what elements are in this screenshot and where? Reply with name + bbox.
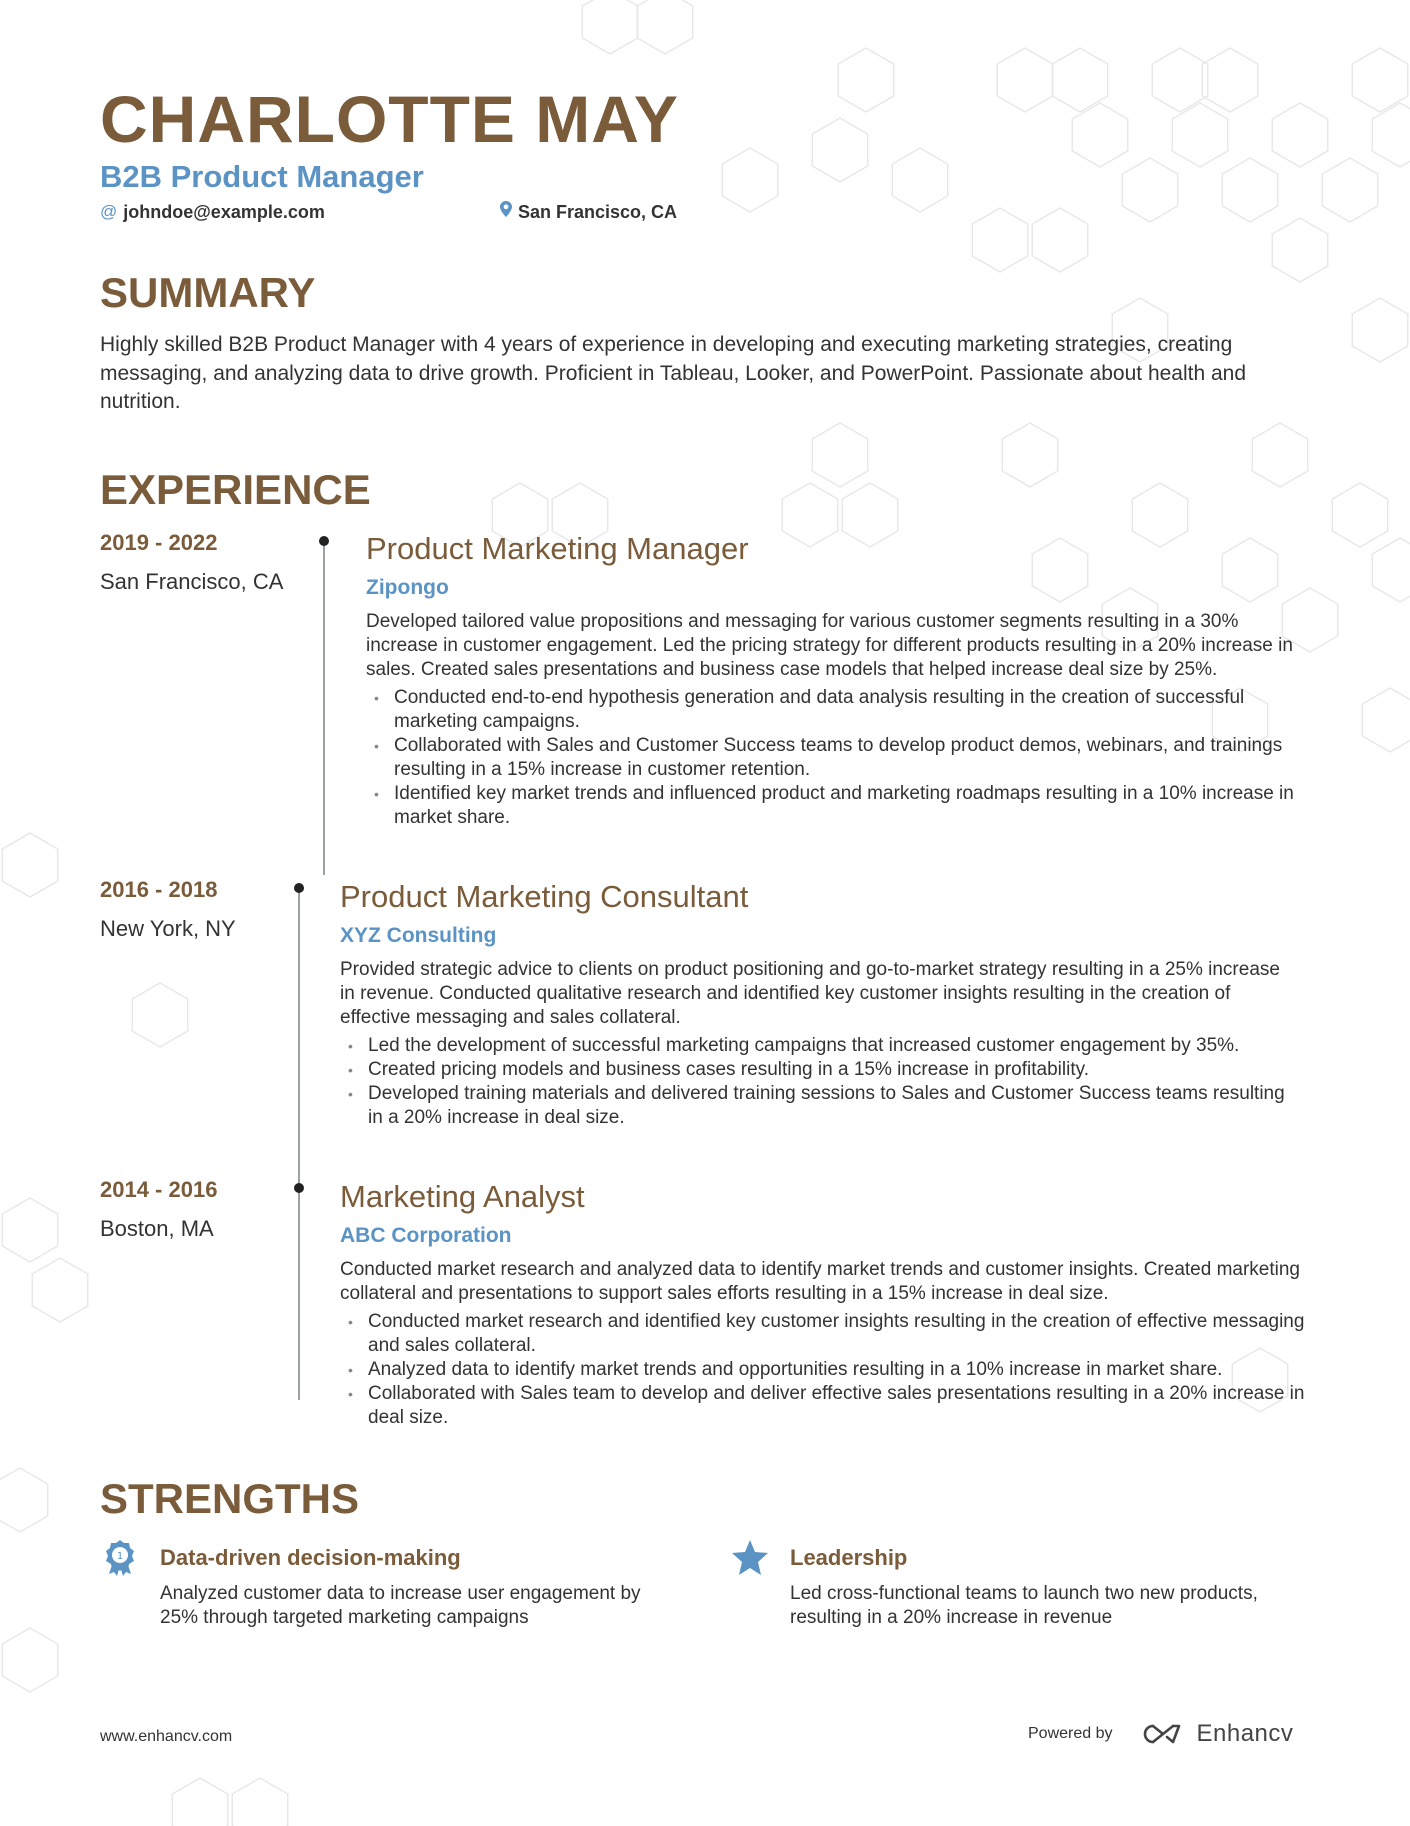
list-item: • Analyzed data to identify market trends and opportunities resulting in a 10% increase in market share. (340, 1358, 1306, 1382)
strength-description: Led cross-functional teams to launch two new products, resulting in a 20% increase in revenue (790, 1583, 1258, 1628)
job-bullets (366, 686, 1301, 830)
job-company: XYZ Consulting (340, 924, 497, 947)
contact-email[interactable] (100, 200, 325, 224)
list-item: • Conducted end-to-end hypothesis generation and data analysis resulting in the creation of successful marketing campaigns. (366, 686, 1301, 734)
enhancv-logo-icon (1139, 1721, 1187, 1747)
job-dates: 2014 - 2016 (100, 1177, 218, 1202)
strengths-heading: STRENGTHS (100, 1475, 360, 1522)
at-icon: @ (100, 202, 118, 221)
award-ribbon-icon (100, 1538, 140, 1578)
contact-location (500, 200, 677, 224)
job-description: Developed tailored value propositions and messaging for various customer segments resulting in a 30% increase in customer engagement. Led the pricing strategy for different products resulting in a 20% increase in sales. Created sales presentations and business case models that helped increase deal size by 25%. (366, 611, 1293, 680)
job-dates: 2016 - 2018 (100, 877, 218, 902)
job-bullets (340, 1034, 1300, 1130)
experience-entry (340, 878, 1300, 1130)
list-item: • Led the development of successful marketing campaigns that increased customer engagement by 35%. (340, 1034, 1300, 1058)
strength-title: Leadership (790, 1545, 908, 1570)
list-item: • Conducted market research and identified key customer insights resulting in the creation of effective messaging and sales collateral. (340, 1310, 1306, 1358)
candidate-name: CHARLOTTE MAY (100, 82, 679, 156)
brand-name: Enhancv (1196, 1720, 1294, 1747)
summary-text: Highly skilled B2B Product Manager with 4 years of experience in developing and executing marketing strategies, creating messaging, and analyzing data to drive growth. Proficient in Tableau, Looker, and PowerPoint. Passionate about health and nutrition. (100, 333, 1247, 413)
timeline-dot (294, 883, 304, 893)
powered-by-label: Powered by (1028, 1725, 1113, 1742)
summary-heading: SUMMARY (100, 269, 316, 316)
timeline-line (323, 545, 325, 875)
list-item: • Created pricing models and business cases resulting in a 15% increase in profitability. (340, 1058, 1300, 1082)
footer-branding[interactable] (1028, 1720, 1293, 1748)
job-location: New York, NY (100, 916, 236, 941)
email-text: johndoe@example.com (123, 202, 325, 222)
job-description: Provided strategic advice to clients on product positioning and go-to-market strategy resulting in a 25% increase in revenue. Conducted qualitative research and identified key customer insights resulting in the creation of effective messaging and sales collateral. (340, 959, 1280, 1028)
job-company: ABC Corporation (340, 1224, 512, 1247)
location-text: San Francisco, CA (518, 202, 678, 222)
job-location: Boston, MA (100, 1216, 214, 1241)
experience-entry (340, 1178, 1306, 1430)
timeline-line (298, 890, 300, 1400)
list-item: • Collaborated with Sales and Customer Success teams to develop product demos, webinars, and trainings resulting in a 15% increase in customer retention. (366, 734, 1301, 782)
job-role: Marketing Analyst (340, 1179, 585, 1214)
candidate-title: B2B Product Manager (100, 159, 424, 194)
job-company: Zipongo (366, 576, 449, 599)
experience-entry (366, 530, 1301, 830)
experience-heading: EXPERIENCE (100, 466, 371, 513)
job-role: Product Marketing Manager (366, 531, 749, 566)
list-item: • Developed training materials and delivered training sessions to Sales and Customer Success teams resulting in a 20% increase in deal size. (340, 1082, 1300, 1130)
map-pin-icon (500, 200, 512, 224)
strength-title: Data-driven decision-making (160, 1545, 461, 1570)
star-icon (730, 1538, 770, 1578)
job-description: Conducted market research and analyzed data to identify market trends and customer insights. Created marketing collateral and presentations to support sales efforts resulting in a 15% increase in deal size. (340, 1259, 1301, 1304)
svg-text:1: 1 (116, 1551, 124, 1562)
timeline-dot (294, 1183, 304, 1193)
footer-website-link[interactable]: www.enhancv.com (100, 1728, 233, 1745)
job-location: San Francisco, CA (100, 569, 284, 594)
job-dates: 2019 - 2022 (100, 530, 218, 555)
job-role: Product Marketing Consultant (340, 879, 749, 914)
list-item: • Collaborated with Sales team to develop and deliver effective sales presentations resulting in a 20% increase in deal size. (340, 1382, 1306, 1430)
strength-description: Analyzed customer data to increase user engagement by 25% through targeted marketing campaigns (160, 1583, 641, 1628)
job-bullets (340, 1310, 1306, 1430)
list-item: • Identified key market trends and influenced product and marketing roadmaps resulting in a 10% increase in market share. (366, 782, 1301, 830)
timeline-dot (319, 536, 329, 546)
